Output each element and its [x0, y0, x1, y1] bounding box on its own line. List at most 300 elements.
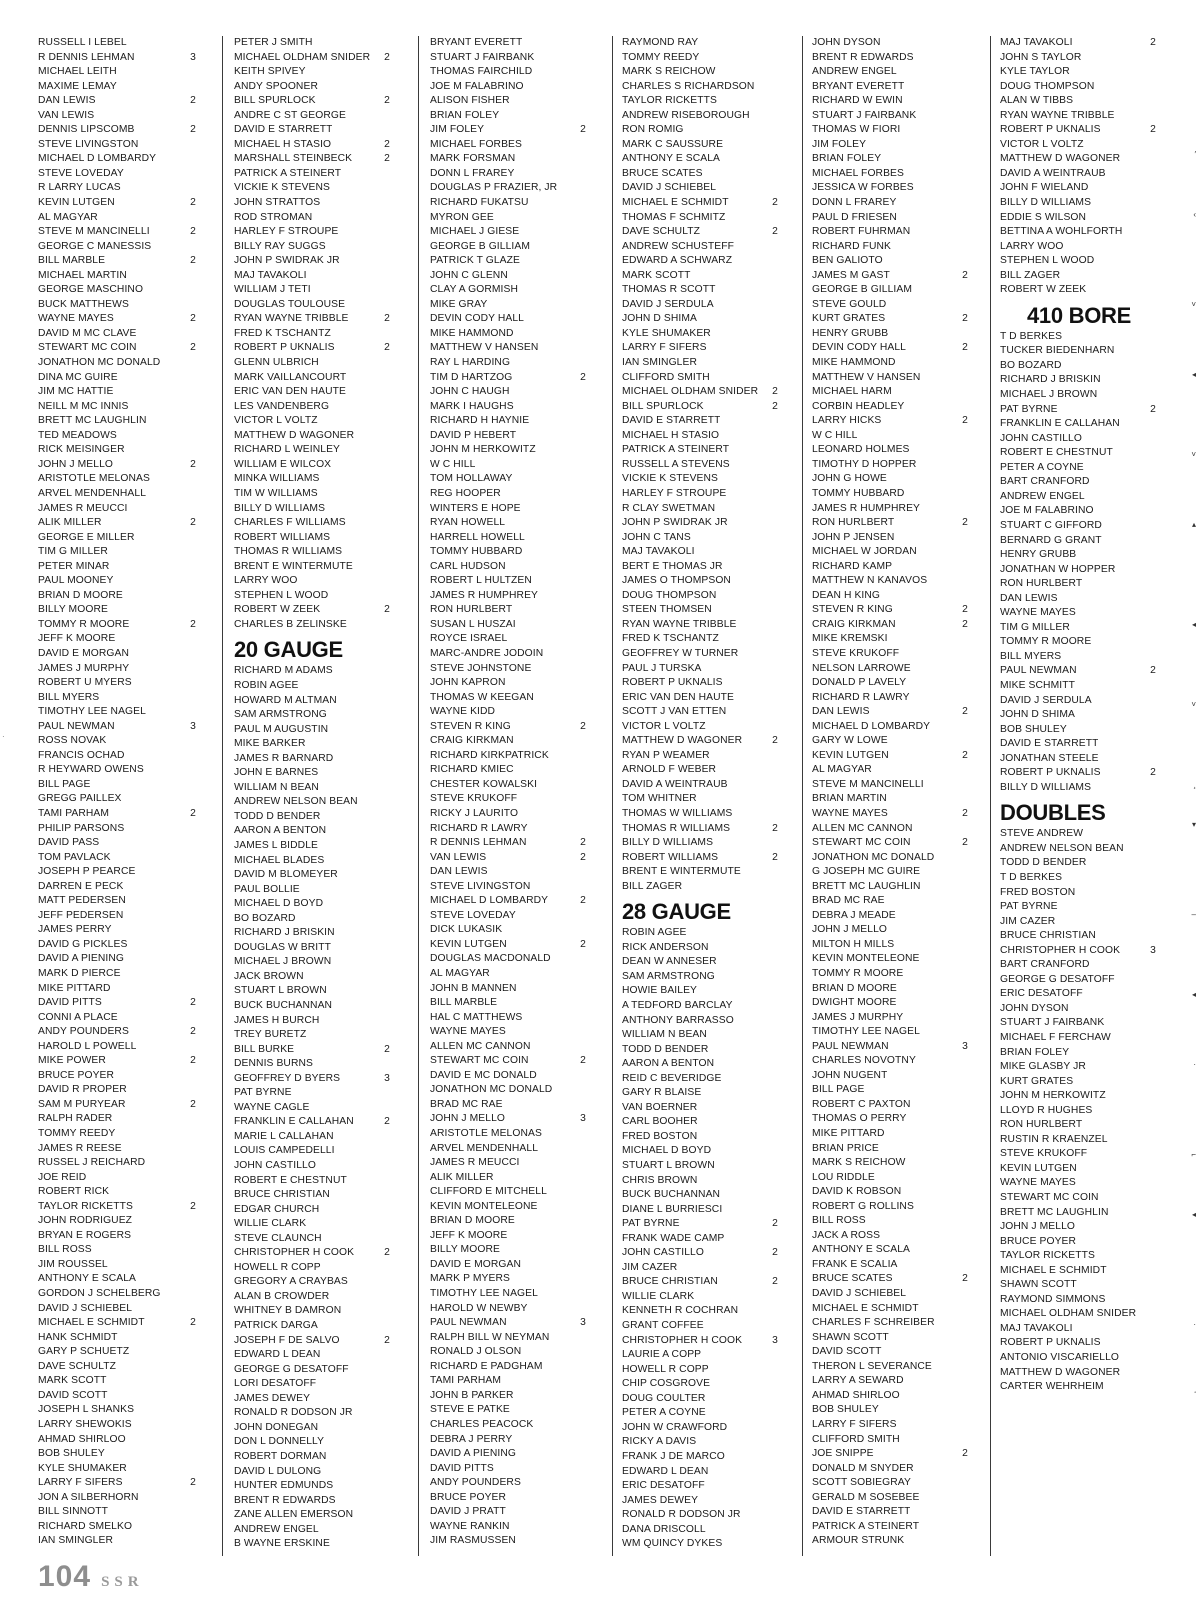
shooter-name: LAURIE A COPP	[622, 1349, 702, 1361]
results-column-3	[430, 36, 588, 1549]
shooter-name: DONN L FRAREY	[430, 167, 515, 179]
entry-row	[622, 618, 780, 633]
shooter-name: RICHARD W EWIN	[812, 95, 903, 107]
shooter-name: STEVE M MANCINELLI	[812, 778, 924, 790]
shooter-name: DENNIS LIPSCOMB	[38, 124, 135, 136]
entry-row	[1000, 1336, 1158, 1351]
shooter-name: MICHAEL D BOYD	[234, 898, 324, 910]
shooter-name: DAVID J SERDULA	[622, 298, 714, 310]
entry-row	[622, 51, 780, 66]
shooter-name: REID C BEVERIDGE	[622, 1072, 722, 1084]
entry-row	[622, 356, 780, 371]
entry-count: 2	[384, 1247, 390, 1259]
shooter-name: BART CRANFORD	[1000, 476, 1090, 488]
shooter-name: ROBERT P UKNALIS	[622, 677, 723, 689]
entry-row	[430, 443, 588, 458]
shooter-name: LES VANDENBERG	[234, 400, 330, 412]
entry-count: 2	[1150, 403, 1156, 415]
entry-row	[1000, 958, 1158, 973]
entry-row	[38, 1360, 198, 1375]
entry-row	[38, 1171, 198, 1186]
scan-mark: ·	[2, 732, 5, 741]
entry-count: 2	[580, 837, 586, 849]
shooter-name: JONATHON MC DONALD	[38, 357, 161, 369]
entry-row	[1000, 504, 1158, 519]
entry-row	[812, 836, 970, 851]
shooter-name: JIM CAZER	[1000, 915, 1056, 927]
entry-count: 3	[580, 1113, 586, 1125]
entry-row	[430, 109, 588, 124]
shooter-name: GEORGE G DESATOFF	[234, 1363, 349, 1375]
shooter-name: MICHAEL LEITH	[38, 66, 117, 78]
entry-count: 2	[190, 458, 196, 470]
shooter-name: STEVE GOULD	[812, 298, 887, 310]
shooter-name: THOMAS FAIRCHILD	[430, 66, 533, 78]
shooter-name: ROBERT P UKNALIS	[234, 342, 335, 354]
shooter-name: RICHARD R LAWRY	[812, 691, 910, 703]
entry-row	[38, 676, 198, 691]
entry-row	[1000, 723, 1158, 738]
entry-row	[430, 1418, 588, 1433]
entry-count: 2	[962, 706, 968, 718]
results-column-5	[812, 36, 970, 1549]
results-column-1	[38, 36, 198, 1549]
shooter-name: JOHN CASTILLO	[622, 1247, 704, 1259]
entry-count: 2	[384, 138, 390, 150]
entry-row	[430, 1331, 588, 1346]
shooter-name: TODD D BENDER	[622, 1043, 709, 1055]
shooter-name: IAN SMINGLER	[38, 1535, 114, 1547]
entry-row	[234, 1115, 392, 1130]
entry-row	[812, 632, 970, 647]
entry-row	[812, 443, 970, 458]
entry-count: 2	[1150, 37, 1156, 48]
shooter-name: STUART C GIFFORD	[1000, 519, 1102, 531]
entry-row	[430, 938, 588, 953]
entry-count: 2	[384, 95, 390, 107]
shooter-name: THOMAS R WILLIAMS	[234, 546, 343, 558]
shooter-name: ANTHONY BARRASSO	[622, 1014, 734, 1026]
shooter-name: JEFF PEDERSEN	[38, 909, 124, 921]
shooter-name: JAMES J MURPHY	[812, 1011, 904, 1023]
entry-row	[234, 708, 392, 723]
entry-count: 2	[962, 1273, 968, 1285]
entry-row	[812, 909, 970, 924]
shooter-name: DAVID K ROBSON	[812, 1186, 902, 1198]
shooter-name: ARNOLD F WEBER	[622, 764, 717, 776]
entry-row	[38, 429, 198, 444]
shooter-name: GEORGE E MILLER	[38, 531, 135, 543]
entry-row	[234, 152, 392, 167]
shooter-name: MARK SCOTT	[622, 269, 691, 281]
entry-row	[234, 1334, 392, 1349]
entry-row	[38, 341, 198, 356]
entry-row	[622, 1217, 780, 1232]
shooter-name: ALIK MILLER	[430, 1171, 494, 1183]
shooter-name: MARK D PIERCE	[38, 968, 121, 979]
shooter-name: RON ROMIG	[622, 124, 684, 136]
shooter-name: BRUCE CHRISTIAN	[234, 1189, 330, 1201]
shooter-name: WILLIE CLARK	[234, 1218, 307, 1230]
shooter-name: TAYLOR RICKETTS	[622, 95, 717, 107]
entry-row	[812, 298, 970, 313]
entry-row	[812, 880, 970, 895]
shooter-name: WHITNEY B DAMRON	[234, 1305, 342, 1317]
entry-row	[1000, 1089, 1158, 1104]
entry-row	[430, 1287, 588, 1302]
shooter-name: DAVID J PRATT	[430, 1506, 506, 1518]
entry-row	[38, 80, 198, 95]
entry-row	[622, 778, 780, 793]
entry-row	[38, 952, 198, 967]
shooter-name: VICTOR L VOLTZ	[1000, 138, 1084, 150]
entry-row	[234, 211, 392, 226]
shooter-name: STEWART MC COIN	[812, 837, 911, 849]
shooter-name: BRUCE POYER	[1000, 1235, 1077, 1247]
shooter-name: TOMMY R MOORE	[812, 968, 904, 979]
shooter-name: VICTOR L VOLTZ	[234, 415, 318, 427]
shooter-name: MICHAEL D BOYD	[622, 1145, 712, 1157]
shooter-name: MICHAEL OLDHAM SNIDER	[1000, 1308, 1137, 1320]
entry-row	[38, 836, 198, 851]
shooter-name: GEORGE G DESATOFF	[1000, 973, 1115, 985]
shooter-name: LEONARD HOLMES	[812, 444, 910, 456]
entry-row	[430, 1025, 588, 1040]
entry-row	[38, 1462, 198, 1477]
shooter-name: JACK BROWN	[234, 970, 304, 982]
entry-row	[622, 1057, 780, 1072]
shooter-name: ROBERT G ROLLINS	[812, 1200, 914, 1212]
entry-row	[38, 1011, 198, 1026]
entry-row	[622, 269, 780, 284]
entry-row	[812, 1331, 970, 1346]
shooter-name: DAVID E MC DONALD	[430, 1069, 537, 1081]
shooter-name: BILL MYERS	[38, 691, 100, 703]
shooter-name: BRIAN PRICE	[812, 1142, 879, 1154]
shooter-name: HENRY GRUBB	[812, 327, 889, 339]
entry-row	[812, 1360, 970, 1375]
entry-row	[38, 1389, 198, 1404]
entry-count: 2	[190, 313, 196, 325]
shooter-name: GEORGE B GILLIAM	[812, 284, 913, 296]
shooter-name: BILLY MOORE	[38, 604, 108, 616]
shooter-name: ANTHONY E SCALA	[622, 153, 721, 165]
shooter-name: PATRICK A STEINERT	[622, 444, 730, 456]
entry-count: 2	[190, 342, 196, 354]
shooter-name: MICHAEL H STASIO	[622, 429, 720, 441]
entry-row	[622, 1159, 780, 1174]
shooter-name: DAVE SCHULTZ	[38, 1360, 117, 1372]
shooter-name: JOHN J MELLO	[1000, 1221, 1076, 1233]
shooter-name: MICHAEL MARTIN	[38, 269, 127, 281]
shooter-name: CLAY A GORMISH	[430, 284, 518, 296]
shooter-name: HOWARD M ALTMAN	[234, 694, 337, 706]
entry-count: 2	[962, 415, 968, 427]
shooter-name: WAYNE MAYES	[430, 1026, 506, 1038]
entry-row	[622, 941, 780, 956]
shooter-name: WAYNE KIDD	[430, 706, 496, 718]
shooter-name: TED MEADOWS	[38, 429, 117, 441]
shooter-name: ANDY SPOONER	[234, 80, 318, 92]
shooter-name: STEVE ANDREW	[1000, 828, 1084, 840]
shooter-name: MIKE GRAY	[430, 298, 488, 310]
shooter-name: STEVEN R KING	[430, 720, 511, 732]
entry-row	[234, 694, 392, 709]
entry-row	[430, 138, 588, 153]
shooter-name: GLENN ULBRICH	[234, 357, 319, 369]
entry-row	[38, 1069, 198, 1084]
entry-row	[1000, 1147, 1158, 1162]
entry-row	[38, 1374, 198, 1389]
entry-row	[622, 327, 780, 342]
shooter-name: TIM G MILLER	[1000, 621, 1070, 633]
shooter-name: FRANK E SCALIA	[812, 1258, 898, 1270]
entry-row	[38, 109, 198, 124]
entry-row	[812, 472, 970, 487]
shooter-name: LLOYD R HUGHES	[1000, 1104, 1093, 1116]
entry-row	[234, 283, 392, 298]
shooter-name: ERIC DESATOFF	[622, 1480, 705, 1492]
shooter-name: DAVID J SCHIEBEL	[622, 182, 717, 194]
entry-row	[38, 1476, 198, 1491]
shooter-name: ROBERT P UKNALIS	[1000, 767, 1101, 779]
entry-row	[622, 676, 780, 691]
entry-row	[430, 1258, 588, 1273]
entry-row	[812, 1229, 970, 1244]
entry-row	[622, 1203, 780, 1218]
entry-row	[1000, 1133, 1158, 1148]
entry-row	[812, 792, 970, 807]
shooter-name: JOHN C HAUGH	[430, 386, 510, 398]
entry-row	[38, 458, 198, 473]
shooter-name: STEVE KRUKOFF	[430, 793, 518, 805]
shooter-name: BEN GALIOTO	[812, 255, 883, 267]
entry-row	[622, 984, 780, 999]
entry-row	[234, 679, 392, 694]
shooter-name: RONALD R DODSON JR	[622, 1509, 741, 1521]
entry-row	[234, 1043, 392, 1058]
shooter-name: DIANE L BURRIESCI	[622, 1203, 723, 1215]
entry-row	[812, 94, 970, 109]
entry-row	[812, 1433, 970, 1448]
shooter-name: RUSSELL A STEVENS	[622, 458, 730, 470]
shooter-name: RONALD J OLSON	[430, 1346, 522, 1358]
entry-row	[812, 429, 970, 444]
entry-row	[430, 662, 588, 677]
entry-row	[1000, 766, 1158, 781]
entry-row	[234, 356, 392, 371]
entry-row	[1000, 80, 1158, 95]
entry-row	[38, 1433, 198, 1448]
entry-row	[812, 458, 970, 473]
entry-row	[430, 967, 588, 982]
shooter-name: CRAIG KIRKMAN	[812, 618, 896, 630]
shooter-name: EDWARD L DEAN	[234, 1349, 321, 1361]
entry-row	[234, 1348, 392, 1363]
shooter-name: PETER J SMITH	[234, 37, 313, 48]
shooter-name: JOHN E BARNES	[234, 767, 319, 779]
shooter-name: MICHAEL H STASIO	[234, 138, 332, 150]
shooter-name: TAMI PARHAM	[430, 1375, 502, 1387]
shooter-name: BRUCE SCATES	[622, 167, 703, 179]
entry-row	[1000, 1046, 1158, 1061]
entry-count: 2	[1150, 665, 1156, 677]
shooter-name: DAN LEWIS	[812, 706, 870, 718]
shooter-name: MIKE PITTARD	[38, 982, 111, 994]
entry-row	[622, 65, 780, 80]
shooter-name: SAM ARMSTRONG	[234, 709, 327, 721]
entry-row	[38, 487, 198, 502]
entry-row	[1000, 432, 1158, 447]
entry-row	[430, 80, 588, 95]
entry-count: 2	[190, 95, 196, 107]
shooter-name: DAVID PITTS	[38, 997, 102, 1009]
shooter-name: JIM CAZER	[622, 1261, 678, 1273]
entry-row	[430, 1505, 588, 1520]
entry-row	[1000, 417, 1158, 432]
entry-row	[622, 1014, 780, 1029]
entry-row	[1000, 1016, 1158, 1031]
entry-row	[812, 1403, 970, 1418]
entry-row	[1000, 51, 1158, 66]
shooter-name: SHAWN SCOTT	[812, 1331, 889, 1343]
shooter-name: TOM PAVLACK	[38, 851, 111, 863]
shooter-name: JOSEPH P PEARCE	[38, 866, 136, 878]
shooter-name: TAYLOR RICKETTS	[38, 1200, 133, 1212]
entry-row	[38, 1534, 198, 1549]
shooter-name: PAUL NEWMAN	[1000, 665, 1077, 677]
shooter-name: T D BERKES	[1000, 871, 1063, 883]
entry-row	[812, 167, 970, 182]
shooter-name: R CLAY SWETMAN	[622, 502, 716, 514]
entry-row	[1000, 330, 1158, 345]
entry-row	[1000, 534, 1158, 549]
entry-row	[234, 240, 392, 255]
entry-row	[622, 1261, 780, 1276]
shooter-name: HOWIE BAILEY	[622, 985, 698, 997]
entry-row	[1000, 635, 1158, 650]
entry-row	[812, 65, 970, 80]
shooter-name: MATTHEW V HANSEN	[430, 342, 539, 354]
shooter-name: BRETT MC LAUGHLIN	[1000, 1206, 1109, 1218]
entry-row	[1000, 1264, 1158, 1279]
entry-count: 3	[962, 1040, 968, 1052]
entry-row	[234, 1363, 392, 1378]
shooter-name: ERIC VAN DEN HAUTE	[622, 691, 735, 703]
shooter-name: BOB SHULEY	[38, 1448, 105, 1460]
shooter-name: ROBIN AGEE	[234, 679, 299, 691]
shooter-name: ANTHONY E SCALA	[38, 1273, 137, 1285]
entry-row	[38, 1418, 198, 1433]
shooter-name: TAYLOR RICKETTS	[1000, 1250, 1095, 1262]
shooter-name: CORBIN HEADLEY	[812, 400, 905, 412]
shooter-name: ROYCE ISRAEL	[430, 633, 508, 645]
entry-row	[1000, 138, 1158, 153]
shooter-name: KYLE SHUMAKER	[622, 327, 711, 339]
shooter-name: JOHN C GLENN	[430, 269, 508, 281]
entry-row	[234, 824, 392, 839]
shooter-name: CHARLES F SCHREIBER	[812, 1317, 935, 1329]
entry-row	[430, 1302, 588, 1317]
entry-row	[622, 531, 780, 546]
shooter-name: STUART L BROWN	[234, 985, 327, 997]
shooter-name: JOHN P SWIDRAK JR	[622, 517, 728, 529]
entry-row	[234, 1494, 392, 1509]
shooter-name: STEEN THOMSEN	[622, 604, 712, 616]
entry-row	[1000, 65, 1158, 80]
entry-row	[430, 952, 588, 967]
entry-row	[38, 894, 198, 909]
shooter-name: DAVID SCOTT	[812, 1346, 882, 1358]
shooter-name: ALISON FISHER	[430, 95, 510, 107]
entry-row	[812, 80, 970, 95]
entry-row	[38, 167, 198, 182]
entry-row	[1000, 1075, 1158, 1090]
entry-row	[1000, 388, 1158, 403]
entry-row	[1000, 548, 1158, 563]
entry-row	[234, 1261, 392, 1276]
entry-row	[622, 400, 780, 415]
entry-count: 2	[962, 618, 968, 630]
entry-row	[812, 1520, 970, 1535]
entry-row	[38, 560, 198, 575]
entry-count: 2	[772, 822, 778, 834]
shooter-name: DOUGLAS P FRAZIER, JR	[430, 182, 558, 194]
entry-row	[38, 65, 198, 80]
shooter-name: BRUCE POYER	[38, 1069, 115, 1081]
entry-row	[234, 970, 392, 985]
shooter-name: PATRICK A STEINERT	[234, 167, 342, 179]
entry-row	[38, 1272, 198, 1287]
shooter-name: BRENT E WINTERMUTE	[234, 560, 353, 572]
entry-row	[430, 792, 588, 807]
shooter-name: THOMAS R SCOTT	[622, 284, 716, 296]
entry-row	[812, 1025, 970, 1040]
entry-row	[430, 94, 588, 109]
shooter-name: NELSON LARROWE	[812, 662, 911, 674]
shooter-name: JAMES R REESE	[38, 1142, 122, 1154]
shooter-name: FRED BOSTON	[622, 1130, 698, 1142]
section-heading: 410 BORE	[1027, 302, 1131, 328]
entry-row	[812, 647, 970, 662]
shooter-name: RICHARD M ADAMS	[234, 665, 333, 677]
shooter-name: ERIC VAN DEN HAUTE	[234, 386, 347, 398]
shooter-name: LARRY HICKS	[812, 415, 882, 427]
shooter-name: KEVIN LUTGEN	[812, 749, 889, 761]
shooter-name: BILL PAGE	[812, 1084, 865, 1096]
shooter-name: EDGAR CHURCH	[234, 1203, 320, 1215]
entry-row	[622, 109, 780, 124]
shooter-name: GARY W LOWE	[812, 735, 888, 747]
shooter-name: TOMMY HUBBARD	[430, 546, 523, 558]
shooter-name: DENNIS BURNS	[234, 1058, 314, 1070]
entry-row	[234, 1188, 392, 1203]
entry-row	[622, 1479, 780, 1494]
shooter-name: BOB SHULEY	[1000, 723, 1067, 735]
entry-row	[622, 502, 780, 517]
entry-row	[430, 51, 588, 66]
entry-row	[234, 1290, 392, 1305]
shooter-name: JAMES J MURPHY	[38, 662, 130, 674]
entry-row	[430, 589, 588, 604]
shooter-name: JOE M FALABRINO	[430, 80, 524, 92]
shooter-name: PAT BYRNE	[622, 1218, 680, 1230]
entry-row	[38, 269, 198, 284]
entry-row	[1000, 752, 1158, 767]
shooter-name: LARRY F SIFERS	[38, 1477, 123, 1489]
shooter-name: R DENNIS LEHMAN	[430, 837, 527, 849]
entry-row	[38, 152, 198, 167]
